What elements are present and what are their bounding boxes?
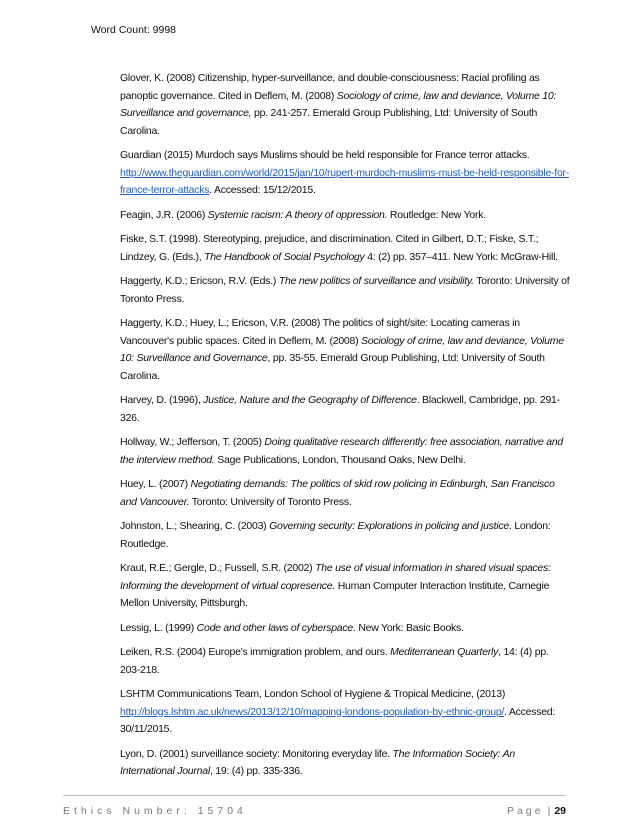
- reference-text: Huey, L. (2007): [120, 478, 191, 490]
- reference-text: Hollway, W.; Jefferson, T. (2005): [120, 436, 265, 448]
- reference-title: Negotiating demands: The politics of skid row policing in Edinburgh, San Francisco and Vancouver.: [120, 478, 555, 508]
- reference-text: New York: Basic Books.: [355, 621, 464, 634]
- page-footer: [63, 795, 566, 819]
- reference-title: Code and other laws of cyberspace.: [196, 621, 356, 634]
- reference-text: Harvey, D. (1996),: [120, 394, 204, 406]
- reference-title: Mediterranean Quarterly: [390, 646, 499, 658]
- reference-title: The new politics of surveillance and visibility.: [278, 275, 474, 287]
- reference-text: Human Computer Interaction Institute, Carnegie Mellon University, Pittsburgh.: [120, 579, 550, 609]
- reference-title: The Information Society: An International Journal: [120, 747, 515, 777]
- reference-text: Sage Publications, London, Thousand Oaks, New Delhi.: [214, 453, 466, 466]
- reference-text: , pp. 35-55. Emerald Group Publishing, Ltd: University of South Carolina.: [120, 352, 545, 382]
- reference-text: . London: Routledge.: [120, 520, 551, 550]
- reference-title: Sociology of crime, law and deviance, Volume 10: Surveillance and governance,: [120, 89, 557, 119]
- reference-title: Doing qualitative research differently: free association, narrative and the interview method.: [120, 436, 563, 466]
- page-label: Page: [507, 805, 544, 817]
- reference-text: . Accessed: 15/12/2015.: [209, 184, 316, 196]
- reference-entry: [120, 686, 570, 739]
- reference-text: LSHTM Communications Team, London School of Hygiene & Tropical Medicine, (2013): [120, 688, 506, 700]
- reference-text: Routledge: New York.: [387, 208, 486, 221]
- reference-text: , 19: (4) pp. 335-336.: [209, 765, 303, 777]
- reference-link[interactable]: http://blogs.lshtm.ac.uk/news/2013/12/10/mapping-londons-population-by-ethnic-group/: [120, 705, 505, 718]
- reference-text: Leiken, R.S. (2004) Europe's immigration problem, and ours.: [120, 646, 391, 658]
- reference-text: Haggerty, K.D.; Ericson, R.V. (Eds.): [120, 275, 279, 287]
- reference-text: Fiske, S.T. (1998). Stereotyping, prejudice, and discrimination. Cited in Gilbert, D.T.; Fiske, S.T.; Lindzey, G. (Eds.),: [120, 233, 539, 263]
- reference-entry: [120, 70, 570, 140]
- reference-entry: [120, 476, 570, 511]
- reference-title: Justice, Nature and the Geography of Difference: [203, 394, 417, 406]
- page-indicator: [507, 805, 566, 817]
- reference-link[interactable]: http://www.theguardian.com/world/2015/jan/10/rupert-murdoch-muslims-must-be-held-responsible-for-france-terror-attacks: [120, 166, 570, 196]
- reference-entry: [120, 620, 570, 638]
- reference-text: Glover, K. (2008) Citizenship, hyper-surveillance, and double-consciousness: Racial profiling as panoptic governance. Cited in Deflem, M. (2008): [120, 72, 540, 102]
- reference-title: Systemic racism: A theory of oppression.: [207, 208, 388, 221]
- reference-text: Lyon, D. (2001) surveillance society: Monitoring everyday life.: [120, 747, 393, 760]
- page-separator: |: [547, 805, 551, 817]
- reference-text: Lessig, L. (1999): [120, 621, 197, 634]
- reference-entry: [120, 518, 570, 553]
- word-count: Word Count: 9998: [91, 24, 177, 36]
- reference-entry: [120, 315, 570, 385]
- reference-entry: [120, 746, 570, 781]
- reference-entry: [120, 147, 570, 200]
- reference-entry: [120, 207, 570, 225]
- reference-list: [120, 70, 570, 788]
- reference-title: Governing security: Explorations in policing and justice: [269, 520, 509, 532]
- reference-entry: [120, 560, 570, 613]
- reference-text: Toronto: University of Toronto Press.: [120, 275, 570, 305]
- reference-text: pp. 241-257. Emerald Group Publishing, Ltd: University of South Carolina.: [120, 107, 538, 137]
- ethics-number: Ethics Number: 15704: [63, 805, 247, 817]
- reference-text: 4: (2) pp. 357–411. New York: McGraw-Hill.: [364, 250, 558, 263]
- page-number: 29: [554, 805, 566, 817]
- reference-text: , 14: (4) pp. 203-218.: [120, 646, 549, 676]
- reference-text: Johnston, L.; Shearing, C. (2003): [120, 520, 270, 532]
- reference-text: . Accessed: 30/11/2015.: [120, 705, 556, 735]
- reference-text: . Blackwell, Cambridge, pp. 291-326.: [120, 394, 560, 424]
- reference-title: The Handbook of Social Psychology: [204, 250, 365, 263]
- reference-title: The use of visual information in shared visual spaces: Informing the development of virtual copresence.: [120, 562, 551, 592]
- footer-divider: [63, 795, 566, 796]
- reference-text: Feagin, J.R. (2006): [120, 208, 208, 221]
- reference-entry: [120, 392, 570, 427]
- reference-text: Kraut, R.E.; Gergle, D.; Fussell, S.R. (2002): [120, 562, 316, 574]
- reference-text: Haggerty, K.D.; Huey, L.; Ericson, V.R. (2008) The politics of sight/site: Locating cameras in Vancouver's public spaces. Cited in Deflem, M. (2008): [120, 317, 520, 347]
- reference-entry: [120, 273, 570, 308]
- reference-text: Guardian (2015) Murdoch says Muslims should be held responsible for France terror attacks.: [120, 149, 530, 161]
- reference-title: Sociology of crime, law and deviance, Volume 10: Surveillance and Governance: [120, 334, 564, 364]
- reference-text: Toronto: University of Toronto Press.: [189, 495, 352, 508]
- reference-entry: [120, 231, 570, 266]
- reference-entry: [120, 644, 570, 679]
- reference-entry: [120, 434, 570, 469]
